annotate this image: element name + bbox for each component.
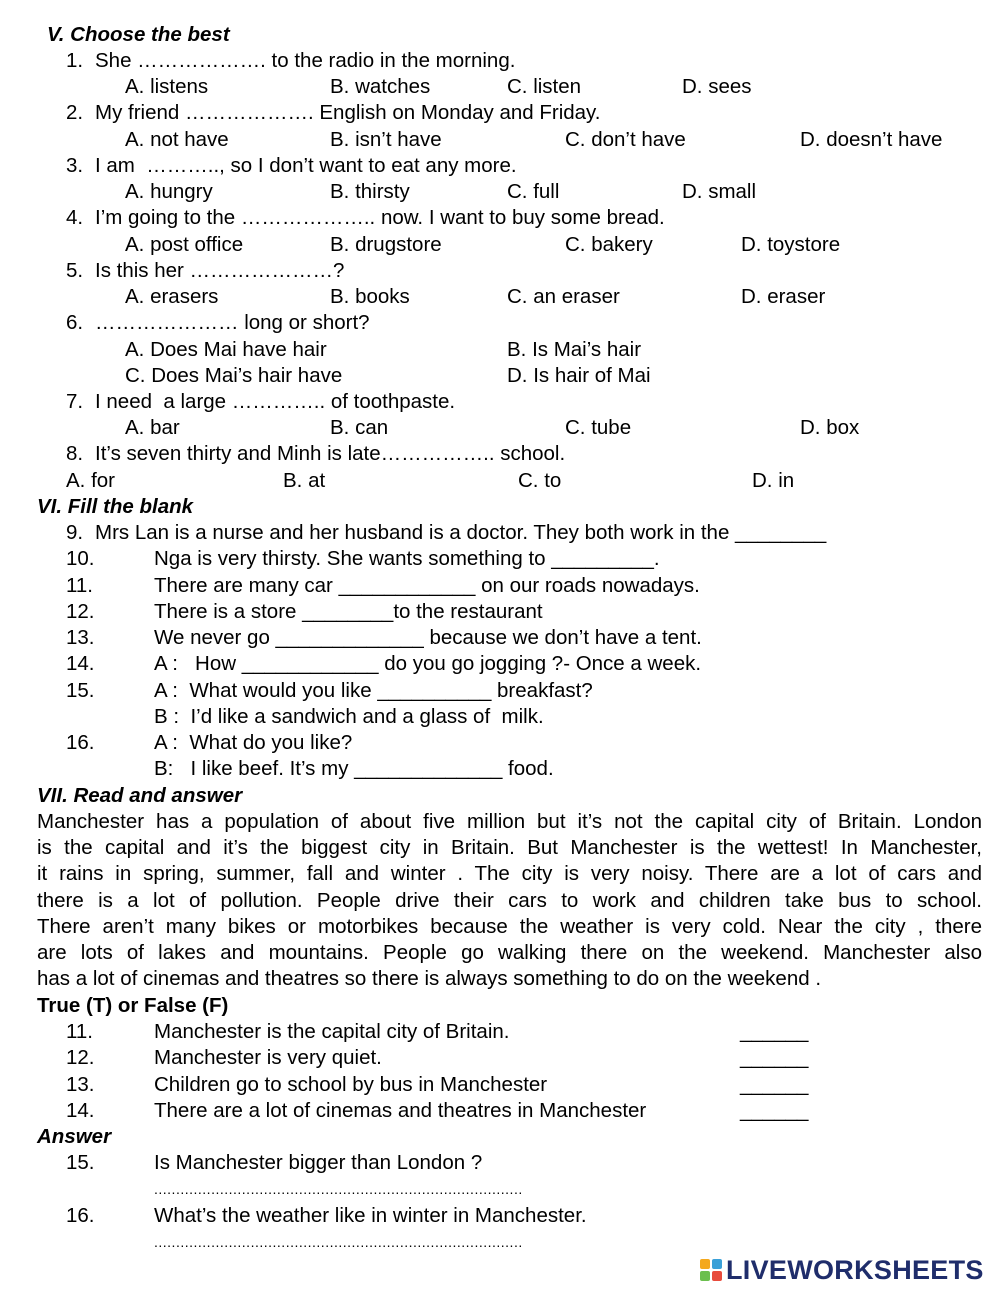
- q10-text[interactable]: Nga is very thirsty. She wants something to _________.: [154, 547, 660, 570]
- q8-text: It’s seven thirty and Minh is late…………….. school.: [95, 442, 566, 465]
- answer-question: Is Manchester bigger than London ?: [154, 1151, 483, 1174]
- q4-text: I’m going to the ……………….. now. I want to buy some bread.: [95, 206, 665, 229]
- q3-option-a[interactable]: A. hungry: [125, 180, 213, 203]
- q15-line-b: B : I’d like a sandwich and a glass of milk.: [154, 705, 544, 728]
- q3-option-b[interactable]: B. thirsty: [330, 180, 410, 203]
- q2-option-c[interactable]: C. don’t have: [565, 128, 686, 151]
- q8-option-d[interactable]: D. in: [752, 469, 795, 492]
- q5-option-a[interactable]: A. erasers: [125, 285, 219, 308]
- tf-number: 11.: [66, 1020, 93, 1043]
- passage-line: it rains in spring, summer, fall and winter . The city is very noisy. There are a lot of cars and: [37, 862, 982, 886]
- tf-number: 12.: [66, 1046, 95, 1069]
- q13-number: 13.: [66, 626, 95, 649]
- q12-text[interactable]: There is a store ________to the restaurant: [154, 600, 543, 623]
- q8-option-b[interactable]: B. at: [283, 469, 326, 492]
- tf-statement: There are a lot of cinemas and theatres in Manchester: [154, 1099, 647, 1122]
- answer-number: 15.: [66, 1151, 95, 1174]
- answer-number: 16.: [66, 1204, 95, 1227]
- answer-title: Answer: [37, 1125, 112, 1148]
- passage-line: is the capital and it’s the biggest city in Britain. But Manchester is the wettest! In Manchester,: [37, 836, 982, 860]
- q7-option-d[interactable]: D. box: [800, 416, 860, 439]
- q8-number: 8.: [66, 442, 84, 465]
- q6-option-a[interactable]: A. Does Mai have hair: [125, 338, 327, 361]
- section-vi-title: VI. Fill the blank: [37, 495, 194, 518]
- q7-option-c[interactable]: C. tube: [565, 416, 632, 439]
- q3-option-c[interactable]: C. full: [507, 180, 560, 203]
- q11-number: 11.: [66, 574, 93, 597]
- q14-number: 14.: [66, 652, 95, 675]
- q4-option-a[interactable]: A. post office: [125, 233, 244, 256]
- answer-dotted-line[interactable]: ....................................................................................: [154, 1234, 523, 1250]
- section-vii-title: VII. Read and answer: [37, 784, 243, 807]
- q4-option-c[interactable]: C. bakery: [565, 233, 653, 256]
- q11-text[interactable]: There are many car ____________ on our roads nowadays.: [154, 574, 700, 597]
- q1-text: She ………………. to the radio in the morning.: [95, 49, 516, 72]
- q4-option-b[interactable]: B. drugstore: [330, 233, 442, 256]
- tf-number: 13.: [66, 1073, 95, 1096]
- q5-option-b[interactable]: B. books: [330, 285, 410, 308]
- q12-number: 12.: [66, 600, 95, 623]
- q4-option-d[interactable]: D. toystore: [741, 233, 841, 256]
- tf-statement: Manchester is very quiet.: [154, 1046, 382, 1069]
- q15-line-a[interactable]: A : What would you like __________ breakfast?: [154, 679, 593, 702]
- q16-line-a: A : What do you like?: [154, 731, 353, 754]
- tf-answer-blank[interactable]: ______: [740, 1020, 809, 1043]
- section-v-title: V. Choose the best: [47, 23, 230, 46]
- q2-option-d[interactable]: D. doesn’t have: [800, 128, 943, 151]
- q7-option-b[interactable]: B. can: [330, 416, 389, 439]
- q8-option-a[interactable]: A. for: [66, 469, 115, 492]
- q6-number: 6.: [66, 311, 84, 334]
- tf-answer-blank[interactable]: ______: [740, 1073, 809, 1096]
- q16-line-b[interactable]: B: I like beef. It’s my _____________ food.: [154, 757, 554, 780]
- passage-line: There aren’t many bikes or motorbikes because the weather is very cold. Near the city , there: [37, 914, 982, 938]
- tf-statement: Manchester is the capital city of Britain.: [154, 1020, 510, 1043]
- q2-text: My friend ………………. English on Monday and Friday.: [95, 101, 601, 124]
- q15-number: 15.: [66, 679, 95, 702]
- q1-option-a[interactable]: A. listens: [125, 75, 209, 98]
- q3-number: 3.: [66, 154, 84, 177]
- answer-dotted-line[interactable]: ....................................................................................: [154, 1181, 523, 1197]
- q6-option-c[interactable]: C. Does Mai’s hair have: [125, 364, 343, 387]
- q7-number: 7.: [66, 390, 84, 413]
- tf-answer-blank[interactable]: ______: [740, 1046, 809, 1069]
- logo-text: LIVEWORKSHEETS: [726, 1254, 984, 1285]
- q2-number: 2.: [66, 101, 84, 124]
- passage-line: Manchester has a population of about five million but it’s not the capital city of Britain. London: [37, 810, 982, 833]
- q8-option-c[interactable]: C. to: [518, 469, 562, 492]
- passage-line: are lots of lakes and mountains. People go walking there on the weekend. Manchester also: [37, 940, 982, 964]
- q6-option-d[interactable]: D. Is hair of Mai: [507, 364, 651, 387]
- q3-option-d[interactable]: D. small: [682, 180, 757, 203]
- q9-text[interactable]: Mrs Lan is a nurse and her husband is a doctor. They both work in the ________: [95, 521, 827, 544]
- q13-text[interactable]: We never go _____________ because we don’t have a tent.: [154, 626, 702, 649]
- passage-line: has a lot of cinemas and theatres so there is always something to do on the weekend .: [37, 967, 822, 991]
- q10-number: 10.: [66, 547, 95, 570]
- tf-statement: Children go to school by bus in Manchester: [154, 1073, 548, 1096]
- q9-number: 9.: [66, 521, 84, 544]
- q1-option-c[interactable]: C. listen: [507, 75, 582, 98]
- q5-option-d[interactable]: D. eraser: [741, 285, 826, 308]
- liveworksheets-logo[interactable]: [700, 1254, 984, 1286]
- q7-text: I need a large ………….. of toothpaste.: [95, 390, 456, 413]
- q4-number: 4.: [66, 206, 84, 229]
- q5-number: 5.: [66, 259, 84, 282]
- tf-answer-blank[interactable]: ______: [740, 1099, 809, 1122]
- q7-option-a[interactable]: A. bar: [125, 416, 180, 439]
- passage-line: there is a lot of pollution. People drive their cars to work and children take bus to school.: [37, 888, 982, 912]
- q1-option-b[interactable]: B. watches: [330, 75, 431, 98]
- q2-option-b[interactable]: B. isn’t have: [330, 128, 442, 151]
- q3-text: I am ……….., so I don’t want to eat any more.: [95, 154, 517, 177]
- q1-number: 1.: [66, 49, 84, 72]
- q1-option-d[interactable]: D. sees: [682, 75, 752, 98]
- q6-option-b[interactable]: B. Is Mai’s hair: [507, 338, 642, 361]
- logo-cubes-icon: [700, 1259, 722, 1281]
- q6-text: ………………… long or short?: [95, 311, 370, 334]
- reading-passage: [37, 809, 982, 992]
- true-false-title: True (T) or False (F): [37, 994, 229, 1017]
- tf-number: 14.: [66, 1099, 95, 1122]
- q14-text[interactable]: A : How ____________ do you go jogging ?- Once a week.: [154, 652, 702, 675]
- answer-question: What’s the weather like in winter in Manchester.: [154, 1204, 587, 1227]
- q5-text: Is this her …………………?: [95, 259, 345, 282]
- q5-option-c[interactable]: C. an eraser: [507, 285, 620, 308]
- q16-number: 16.: [66, 731, 95, 754]
- q2-option-a[interactable]: A. not have: [125, 128, 229, 151]
